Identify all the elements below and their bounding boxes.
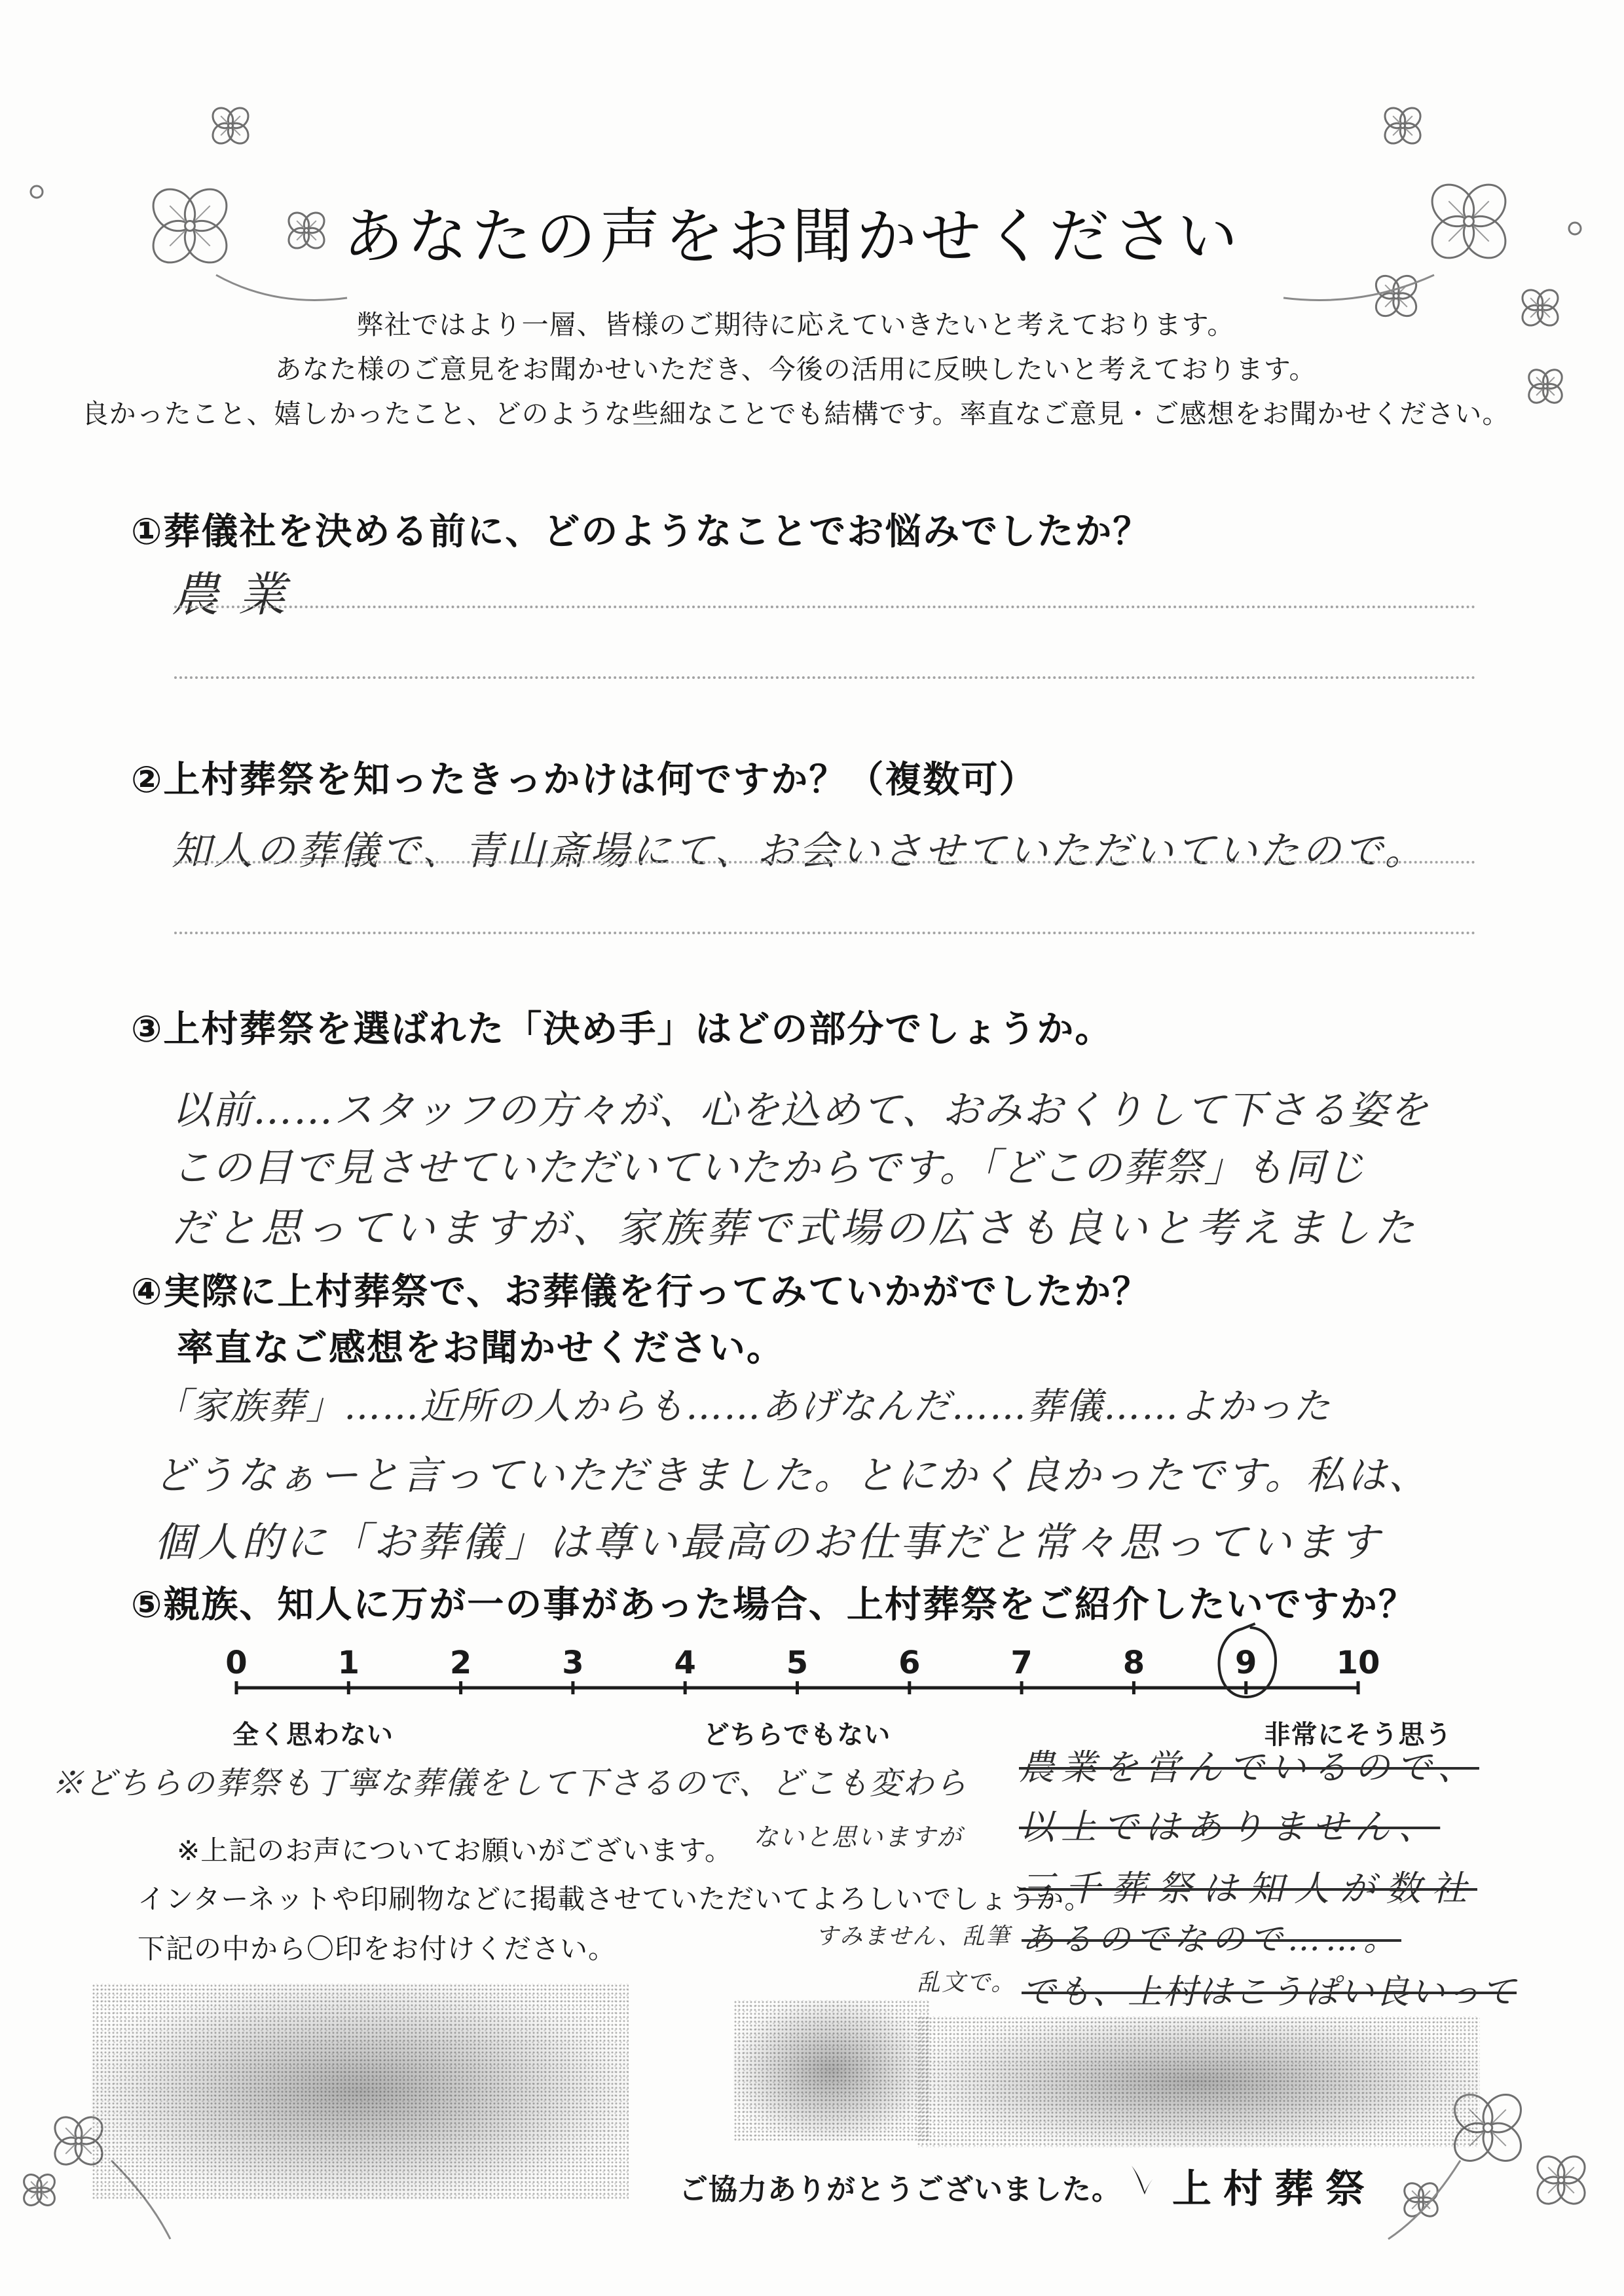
answer-line xyxy=(174,676,1476,679)
intro-text xyxy=(0,302,1591,436)
brand-name: 上村葬祭 xyxy=(1172,2166,1376,2212)
question-3-answer-line: だと思っていますが、家族葬で式場の広さも良いと考えました xyxy=(172,1204,1419,1252)
clover-decoration xyxy=(20,2171,58,2209)
rating-scale xyxy=(0,1622,1624,1707)
question-5-label: ⑤親族、知人に万が一の事があった場合、上村葬祭をご紹介したいですか？ xyxy=(131,1584,1416,1626)
answer-line xyxy=(174,861,1476,864)
stem-decoration xyxy=(1283,275,1434,300)
question-4-label: ④実際に上村葬祭で、お葬儀を行ってみていかがでしたか？ xyxy=(131,1271,1151,1313)
redacted-area xyxy=(92,1984,629,2200)
intro-line: あなた様のご意見をお聞かせいただき、今後の活用に反映したいと考えております。 xyxy=(274,354,1317,385)
struck-note: 三千葬祭は知人が数社 xyxy=(1019,1868,1477,1909)
stem-decoration xyxy=(1388,2160,1460,2239)
intro-line: 弊社ではより一層、皆様のご期待に応えていきたいと考えております。 xyxy=(356,309,1235,340)
scale-number: 3 xyxy=(562,1645,584,1681)
scale-label-low: 全く思わない xyxy=(232,1720,394,1750)
apology-note-line: すみません、乱筆 xyxy=(815,1923,1011,1950)
clover-decoration xyxy=(1381,104,1425,148)
struck-note: 農業を営んでいるので、 xyxy=(1019,1747,1479,1788)
struck-note: でも、上村はこうぱい良いって xyxy=(1022,1973,1517,2012)
scale-number: 10 xyxy=(1336,1645,1380,1681)
question-4-answer-line: 「家族葬」……近所の人からも……あげなんだ……葬儀……よかった xyxy=(154,1385,1331,1428)
scale-number: 0 xyxy=(225,1645,248,1681)
question-1-label: ①葬儀社を決める前に、どのようなことでお悩みでしたか？ xyxy=(131,511,1151,553)
scale-label-mid: どちらでもない xyxy=(703,1720,891,1750)
scale-number: 5 xyxy=(786,1645,809,1681)
intro-line: 良かったこと、嬉しかったこと、どのような些細なことでも結構です。率直なご意見・ご感想をお聞かせください。 xyxy=(81,398,1510,429)
scale-label-high: 非常にそう思う xyxy=(1264,1720,1452,1750)
clover-decoration xyxy=(209,104,253,148)
redacted-area xyxy=(917,2016,1480,2147)
scale-number: 8 xyxy=(1122,1645,1145,1681)
permission-line: 下記の中から〇印をお付けください。 xyxy=(138,1933,617,1965)
question-1-answer: 農業 xyxy=(172,567,306,622)
scale-number: 2 xyxy=(449,1645,472,1681)
question-4-answer-line: 個人的に「お葬儀」は尊い最高のお仕事だと常々思っています xyxy=(154,1518,1383,1566)
scale-number: 4 xyxy=(674,1645,696,1681)
permission-line: ※上記のお声についてお願いがございます。 xyxy=(177,1834,733,1867)
stem-decoration xyxy=(216,275,347,300)
question-5-comment-line: ※どちらの葬祭も丁寧な葬儀をして下さるので、どこも変わら xyxy=(52,1765,969,1802)
scale-number: 9 xyxy=(1234,1645,1257,1681)
thanks-message: ご協力ありがとうございました。 xyxy=(679,2173,1121,2206)
apology-note-line: 乱文で。 xyxy=(917,1969,1016,1996)
question-3-label: ③上村葬祭を選ばれた「決め手」はどの部分でしょうか。 xyxy=(131,1008,1113,1051)
answer-line xyxy=(174,932,1476,934)
question-5-comment-line: ないと思いますが xyxy=(753,1823,963,1851)
question-4-sublabel: 率直なご感想をお聞かせください。 xyxy=(177,1327,784,1370)
question-3-answer-line: この目で見させていただいていたからです。「どこの葬祭」も同じ xyxy=(172,1145,1367,1191)
scale-number: 1 xyxy=(337,1645,360,1681)
redacted-area xyxy=(733,2000,930,2141)
question-2-answer: 知人の葬儀で、青山斎場にて、お会いさせていただいていたので。 xyxy=(172,828,1427,874)
question-3-answer-line: 以前……スタッフの方々が、心を込めて、おみおくりして下さる姿を xyxy=(172,1087,1430,1133)
clover-decoration xyxy=(1532,2151,1591,2210)
page-title: あなたの声をお聞かせください xyxy=(342,202,1242,272)
brand-flame-icon xyxy=(1125,2160,1162,2204)
permission-line: インターネットや印刷物などに掲載させていただいてよろしいでしょうか。 xyxy=(138,1883,1093,1915)
clover-decoration xyxy=(1401,2179,1441,2220)
answer-line xyxy=(174,606,1476,608)
scale-number: 6 xyxy=(898,1645,921,1681)
question-4-answer-line: どうなぁーと言っていただきました。とにかく良かったです。私は、 xyxy=(154,1453,1430,1499)
struck-note: 以上ではありません、 xyxy=(1019,1806,1441,1848)
struck-note: あるのでなので……。 xyxy=(1022,1920,1401,1958)
question-2-label: ②上村葬祭を知ったきっかけは何ですか？（複数可） xyxy=(131,759,1037,801)
scale-number: 7 xyxy=(1010,1645,1033,1681)
